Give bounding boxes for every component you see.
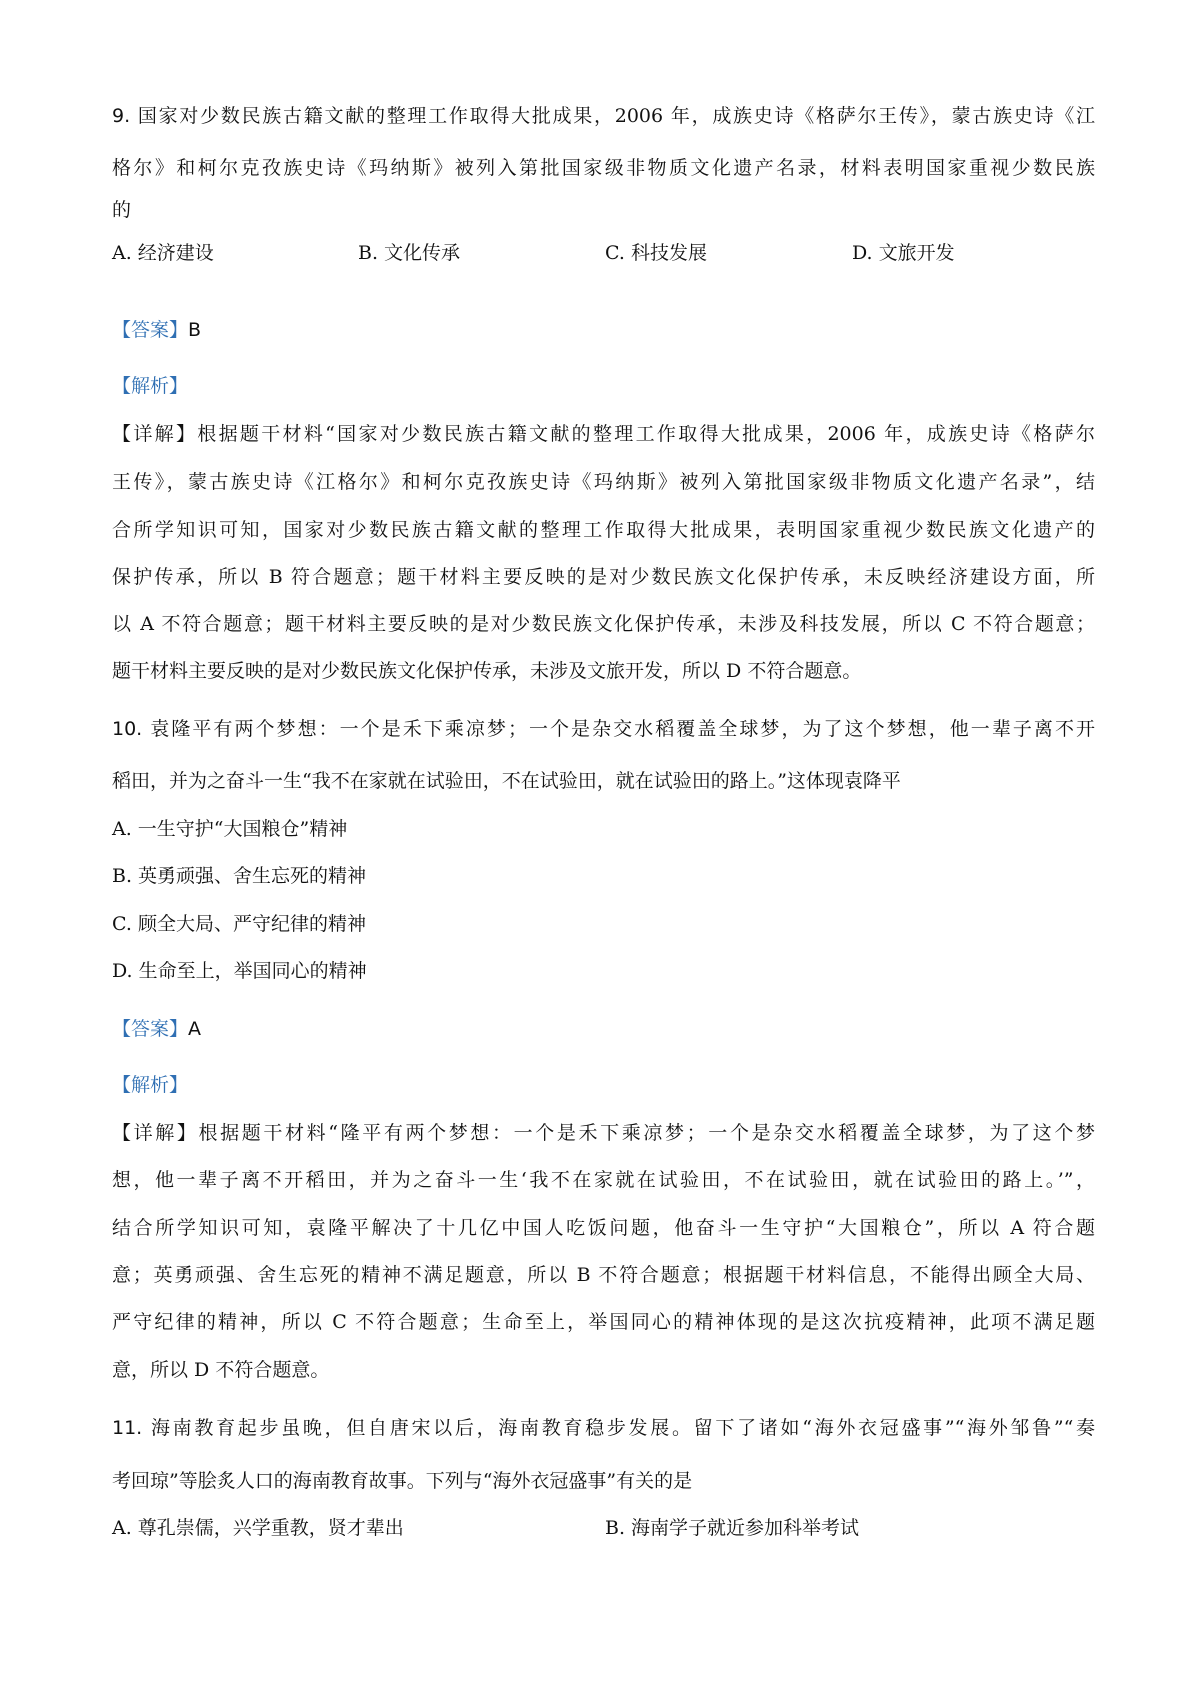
q11-option-b: B. 海南学子就近参加科举考试 — [605, 1517, 860, 1539]
q9-stem-text-1: 国家对少数民族古籍文献的整理工作取得大批成果，2006 年，成族史诗《格萨尔王传》，蒙古族史诗《江 — [137, 105, 1095, 127]
q10-detail-line-5: 严守纪律的精神，所以 C 不符合题意；生命至上，举国同心的精神体现的是这次抗疫精神，此项不满足题 — [112, 1311, 1095, 1333]
q9-option-b: B. 文化传承 — [358, 242, 461, 264]
q10-answer-tag: 【答案】 — [112, 1018, 189, 1040]
q11-stem-text-1: 海南教育起步虽晚，但自唐宋以后，海南教育稳步发展。留下了诸如“海外衣冠盛事”“海外邹鲁”“奏 — [150, 1417, 1095, 1439]
q9-answer-value: B — [188, 319, 202, 341]
q11-stem-line-2: 考回琼”等脍炙人口的海南教育故事。下列与“海外衣冠盛事”有关的是 — [112, 1470, 693, 1492]
q10-stem-line-2: 稻田，并为之奋斗一生“我不在家就在试验田，不在试验田，就在试验田的路上。”这体现袁降平 — [112, 770, 901, 792]
q10-option-b: B. 英勇顽强、舍生忘死的精神 — [112, 865, 367, 887]
q9-detail-line-2: 王传》，蒙古族史诗《江格尔》和柯尔克孜族史诗《玛纳斯》被列入第批国家级非物质文化遗产名录”，结 — [112, 471, 1095, 493]
q10-option-a: A. 一生守护“大国粮仓”精神 — [112, 818, 348, 840]
q10-number: 10. — [112, 718, 143, 740]
q9-option-c: C. 科技发展 — [605, 242, 707, 264]
q9-option-a: A. 经济建设 — [112, 242, 214, 264]
q10-detail-line-1: 【详解】根据题干材料“隆平有两个梦想：一个是禾下乘凉梦；一个是杂交水稻覆盖全球梦，为了这个梦 — [112, 1122, 1095, 1144]
q9-analysis-tag: 【解析】 — [112, 375, 189, 397]
q11-number: 11. — [112, 1417, 143, 1439]
q10-option-d: D. 生命至上，举国同心的精神 — [112, 960, 367, 982]
q10-analysis-tag: 【解析】 — [112, 1074, 189, 1096]
q9-detail-line-4: 保护传承，所以 B 符合题意；题干材料主要反映的是对少数民族文化保护传承，未反映经济建设方面，所 — [112, 566, 1095, 588]
q9-stem-line-1 — [112, 104, 1095, 128]
q9-number: 9. — [112, 105, 131, 127]
q9-answer — [112, 318, 201, 342]
q9-option-d: D. 文旅开发 — [852, 242, 955, 264]
q10-stem-line-1 — [112, 717, 1095, 741]
q11-option-a: A. 尊孔崇儒，兴学重教，贤才辈出 — [112, 1517, 404, 1539]
q10-option-c: C. 顾全大局、严守纪律的精神 — [112, 913, 366, 935]
q9-stem-line-3: 的 — [112, 199, 132, 221]
q9-answer-tag: 【答案】 — [112, 319, 189, 341]
q9-stem-line-2: 格尔》和柯尔克孜族史诗《玛纳斯》被列入第批国家级非物质文化遗产名录，材料表明国家重视少数民族 — [112, 157, 1095, 179]
q11-stem-line-1 — [112, 1416, 1095, 1440]
q9-detail-line-5: 以 A 不符合题意；题干材料主要反映的是对少数民族文化保护传承，未涉及科技发展，所以 C 不符合题意； — [112, 613, 1095, 635]
q10-detail-line-4: 意；英勇顽强、舍生忘死的精神不满足题意，所以 B 不符合题意；根据题干材料信息，不能得出顾全大局、 — [112, 1264, 1095, 1286]
q10-answer-value: A — [188, 1018, 202, 1040]
q10-detail-line-3: 结合所学知识可知，袁隆平解决了十几亿中国人吃饭问题，他奋斗一生守护“大国粮仓”，所以 A 符合题 — [112, 1217, 1095, 1239]
q9-detail-line-1: 【详解】根据题干材料“国家对少数民族古籍文献的整理工作取得大批成果，2006 年，成族史诗《格萨尔 — [112, 423, 1095, 445]
q9-detail-line-3: 合所学知识可知，国家对少数民族古籍文献的整理工作取得大批成果，表明国家重视少数民族文化遗产的 — [112, 519, 1095, 541]
q9-detail-line-6: 题干材料主要反映的是对少数民族文化保护传承，未涉及文旅开发，所以 D 不符合题意。 — [112, 660, 862, 682]
q10-stem-text-1: 袁隆平有两个梦想：一个是禾下乘凉梦；一个是杂交水稻覆盖全球梦，为了这个梦想，他一辈子离不开 — [150, 718, 1095, 740]
q10-detail-line-6: 意，所以 D 不符合题意。 — [112, 1359, 330, 1381]
q10-detail-line-2: 想，他一辈子离不开稻田，并为之奋斗一生‘我不在家就在试验田，不在试验田，就在试验田的路上。’”， — [112, 1169, 1095, 1191]
q10-answer — [112, 1017, 201, 1041]
